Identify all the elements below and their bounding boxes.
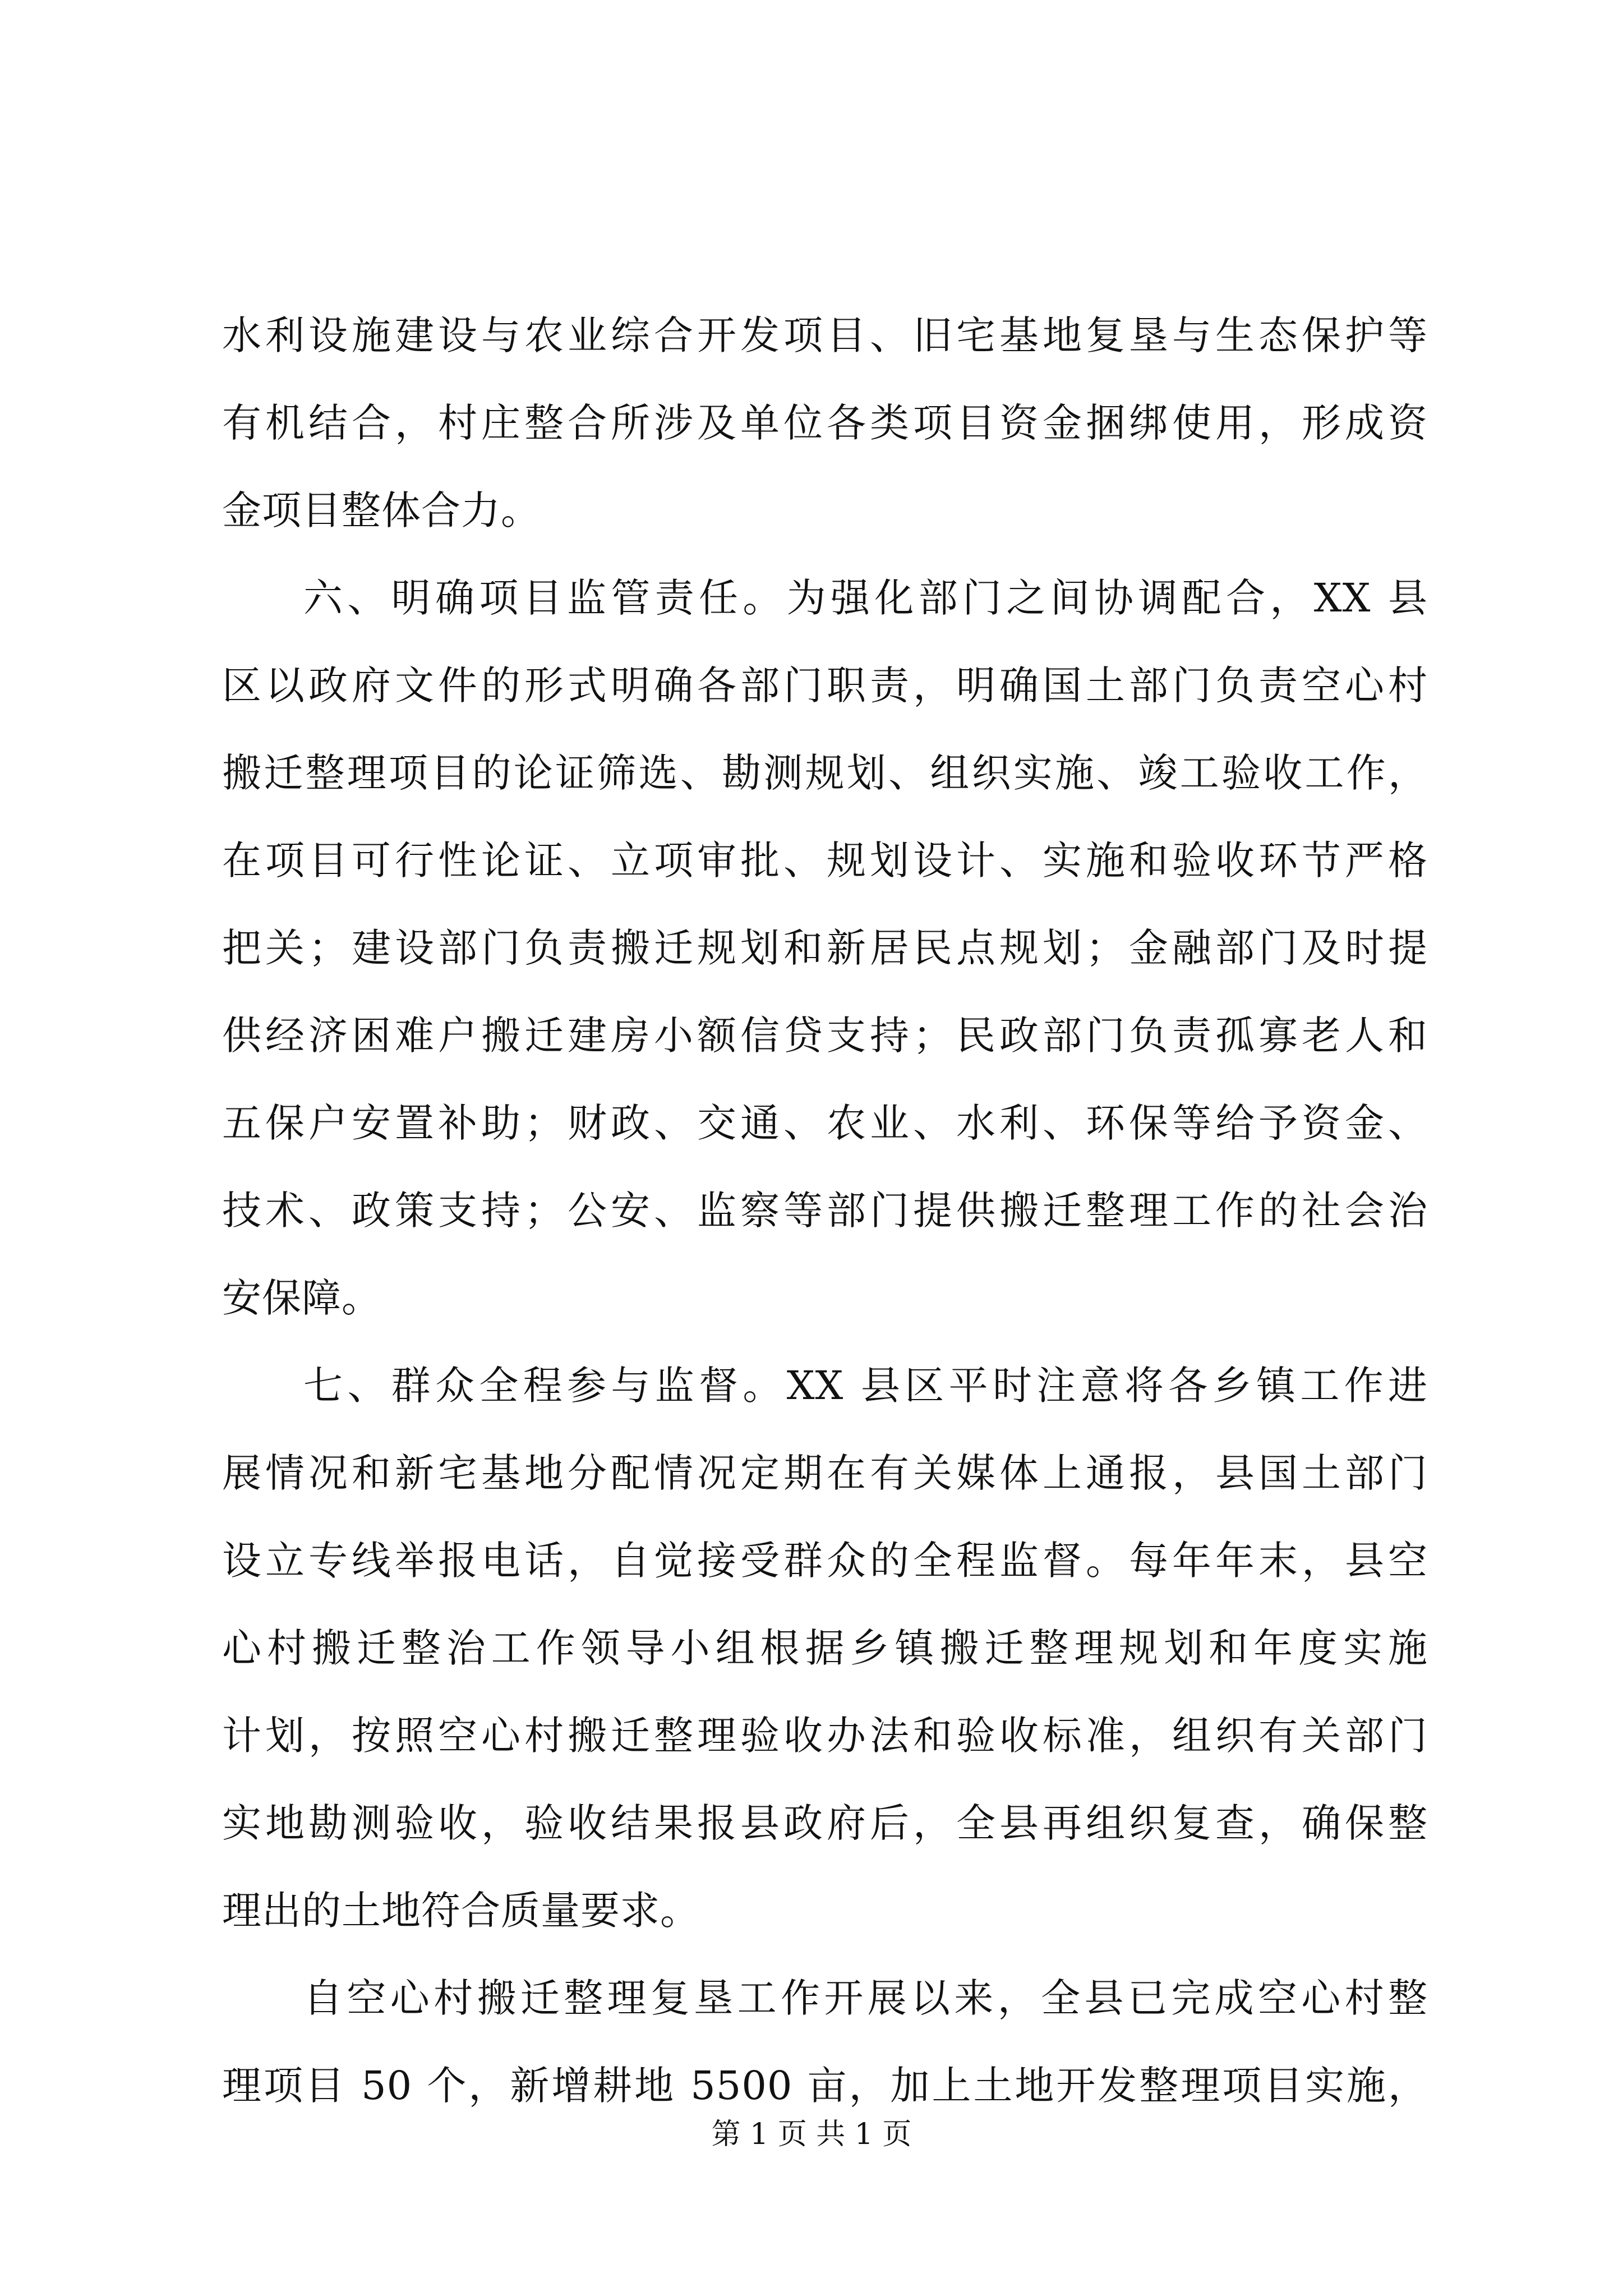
text-line: 计划，按照空心村搬迁整理验收办法和验收标准，组织有关部门 bbox=[222, 1713, 1428, 1759]
text-line: 供经济困难户搬迁建房小额信贷支持；民政部门负责孤寡老人和 bbox=[222, 1013, 1428, 1059]
text-line: 设立专线举报电话，自觉接受群众的全程监督。每年年末，县空 bbox=[222, 1538, 1428, 1584]
text-line: 理出的土地符合质量要求。 bbox=[222, 1888, 700, 1934]
text-line: 心村搬迁整治工作领导小组根据乡镇搬迁整理规划和年度实施 bbox=[222, 1625, 1428, 1671]
text-line: 有机结合，村庄整合所涉及单位各类项目资金捆绑使用，形成资 bbox=[222, 400, 1428, 446]
text-line: 理项目 50 个，新增耕地 5500 亩，加上土地开发整理项目实施， bbox=[222, 2063, 1428, 2109]
paragraph-start-line: 六、明确项目监管责任。为强化部门之间协调配合，XX 县 bbox=[303, 575, 1428, 621]
text-line: 安保障。 bbox=[222, 1275, 381, 1321]
paragraph-start-line: 自空心村搬迁整理复垦工作开展以来，全县已完成空心村整 bbox=[303, 1975, 1428, 2021]
text-line: 展情况和新宅基地分配情况定期在有关媒体上通报，县国土部门 bbox=[222, 1450, 1428, 1496]
text-line: 区以政府文件的形式明确各部门职责，明确国土部门负责空心村 bbox=[222, 662, 1428, 708]
page-footer: 第 1 页 共 1 页 bbox=[711, 2118, 912, 2151]
text-line: 五保户安置补助；财政、交通、农业、水利、环保等给予资金、 bbox=[222, 1100, 1428, 1146]
text-line: 水利设施建设与农业综合开发项目、旧宅基地复垦与生态保护等 bbox=[222, 312, 1428, 358]
paragraph-start-line: 七、群众全程参与监督。XX 县区平时注意将各乡镇工作进 bbox=[303, 1363, 1428, 1409]
text-line: 把关；建设部门负责搬迁规划和新居民点规划；金融部门及时提 bbox=[222, 925, 1428, 971]
text-line: 金项目整体合力。 bbox=[222, 487, 541, 533]
body-text bbox=[222, 292, 1428, 2129]
text-line: 实地勘测验收，验收结果报县政府后，全县再组织复查，确保整 bbox=[222, 1800, 1428, 1846]
text-line: 技术、政策支持；公安、监察等部门提供搬迁整理工作的社会治 bbox=[222, 1188, 1428, 1234]
text-line: 在项目可行性论证、立项审批、规划设计、实施和验收环节严格 bbox=[222, 838, 1428, 884]
text-line: 搬迁整理项目的论证筛选、勘测规划、组织实施、竣工验收工作， bbox=[222, 750, 1428, 796]
